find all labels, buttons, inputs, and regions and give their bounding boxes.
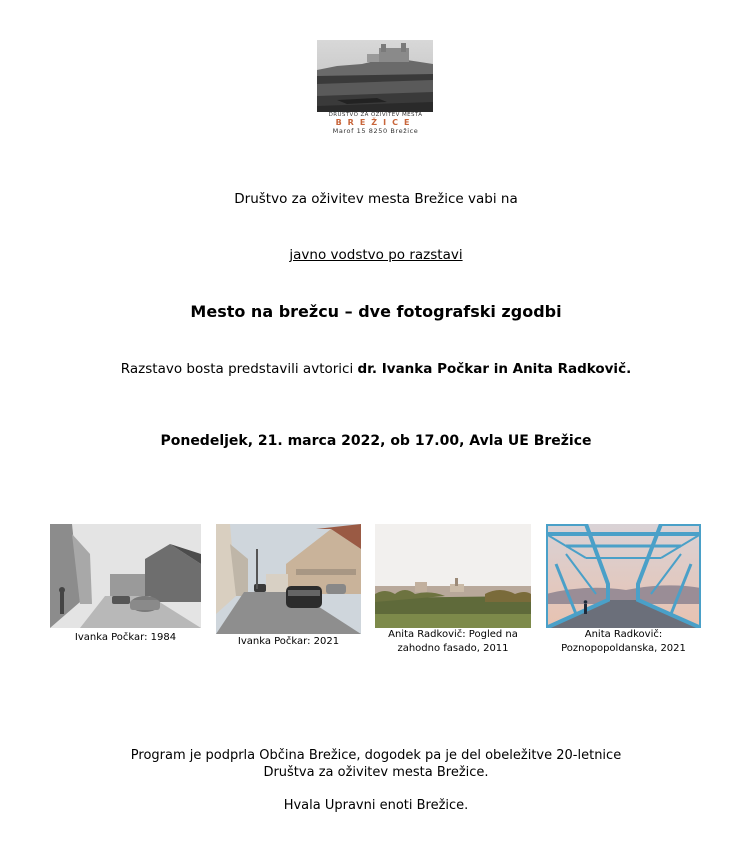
castle-river-photo (317, 40, 433, 112)
logo-town-name: BREŽICE (335, 118, 416, 127)
footer-thanks: Hvala Upravni enoti Brežice. (283, 798, 469, 813)
caption-line: Ivanka Počkar: 2021 (237, 636, 340, 647)
footer-line-1: Program je podprla Občina Brežice, dogodek pa je del obeležitve 20-letnice (130, 748, 622, 763)
logo-association-name: DRUŠTVO ZA OŽIVITEV MESTA (328, 112, 423, 118)
photo-caption-4 (546, 628, 701, 655)
exhibition-title: Mesto na brežcu – dve fotografski zgodbi (190, 302, 562, 321)
photo-town-facade-2011 (375, 524, 531, 628)
presenters-prefix: Razstavo bosta predstavili avtorici (120, 361, 358, 377)
photo-bridge-2021 (546, 524, 701, 628)
photo-caption-2 (216, 635, 361, 649)
invitation-intro: Društvo za oživitev mesta Brežice vabi na (234, 191, 518, 207)
presenters-names: dr. Ivanka Počkar in Anita Radkovič. (357, 361, 632, 377)
footer-support (0, 747, 752, 781)
caption-line: Anita Radkovič: Pogled na (388, 629, 518, 640)
photo-caption-3 (375, 628, 531, 655)
photo-street-1984 (50, 524, 201, 628)
presenters (0, 361, 752, 377)
logo-address: Marof 15 8250 Brežice (332, 127, 419, 135)
photo-caption-1 (50, 631, 201, 645)
association-logo (317, 40, 434, 135)
caption-line: Ivanka Počkar: 1984 (74, 632, 177, 643)
event-date-place: Ponedeljek, 21. marca 2022, ob 17.00, Avla UE Brežice (160, 433, 592, 449)
caption-line: Anita Radkovič: (584, 629, 663, 640)
footer-line-2: Društva za oživitev mesta Brežice. (263, 765, 489, 780)
caption-line: zahodno fasado, 2011 (397, 642, 509, 654)
caption-line: Poznopopoldanska, 2021 (561, 642, 686, 654)
event-type (0, 247, 752, 263)
photo-street-2021 (216, 524, 361, 634)
event-type-text: javno vodstvo po razstavi (289, 247, 463, 263)
